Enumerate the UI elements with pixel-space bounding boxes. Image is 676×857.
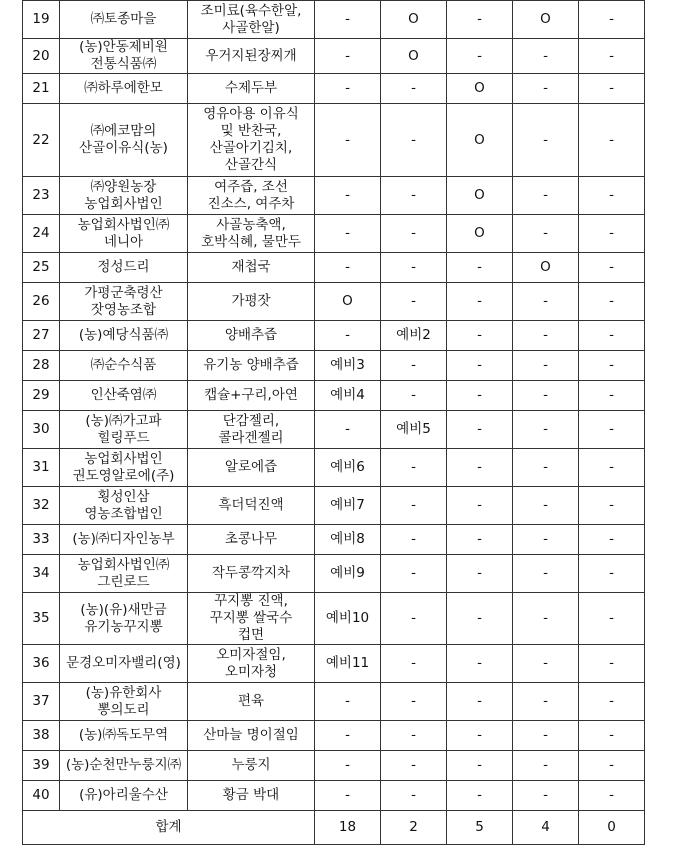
total-c3: 5 (447, 811, 513, 845)
col2-value: - (381, 449, 447, 487)
col5-value: - (579, 411, 645, 449)
col4-value: - (513, 525, 579, 555)
col5-value: - (579, 351, 645, 381)
table-row (23, 215, 645, 253)
col5-value: - (579, 449, 645, 487)
col4-value: - (513, 215, 579, 253)
col5-value: - (579, 525, 645, 555)
row-number: 32 (23, 487, 60, 525)
col4-value: - (513, 104, 579, 177)
col2-value: 예비2 (381, 321, 447, 351)
col5-value: - (579, 74, 645, 104)
col2-value: - (381, 351, 447, 381)
col4-value: - (513, 781, 579, 811)
table-row (23, 721, 645, 751)
company-name: (농)(유)새만금 유기농꾸지뽕 (60, 593, 188, 645)
col5-value: - (579, 321, 645, 351)
row-number: 23 (23, 177, 60, 215)
row-number: 29 (23, 381, 60, 411)
table-row (23, 381, 645, 411)
col3-value: O (447, 104, 513, 177)
col3-value: - (447, 721, 513, 751)
col5-value: - (579, 1, 645, 39)
product-name: 영유아용 이유식 및 반찬국, 산골아기김치, 산골간식 (188, 104, 315, 177)
company-name: ㈜토종마을 (60, 1, 188, 39)
row-number: 20 (23, 39, 60, 74)
col3-value: - (447, 487, 513, 525)
company-name: ㈜순수식품 (60, 351, 188, 381)
col4-value: - (513, 449, 579, 487)
col1-value: - (315, 781, 381, 811)
col3-value: - (447, 645, 513, 683)
col1-value: 예비4 (315, 381, 381, 411)
company-name: ㈜양원농장 농업회사법인 (60, 177, 188, 215)
product-name: 흑더덕진액 (188, 487, 315, 525)
table-row (23, 411, 645, 449)
total-c5: 0 (579, 811, 645, 845)
company-name: (농)유한회사 뽕의도리 (60, 683, 188, 721)
company-name: (농)㈜디자인농부 (60, 525, 188, 555)
table-body (23, 1, 645, 811)
col4-value: O (513, 253, 579, 283)
total-c1: 18 (315, 811, 381, 845)
col5-value: - (579, 683, 645, 721)
product-name: 가평잣 (188, 283, 315, 321)
total-c2: 2 (381, 811, 447, 845)
col2-value: - (381, 683, 447, 721)
row-number: 30 (23, 411, 60, 449)
row-number: 31 (23, 449, 60, 487)
company-name: (농)㈜가고파 힐링푸드 (60, 411, 188, 449)
col2-value: - (381, 381, 447, 411)
col2-value: - (381, 74, 447, 104)
col4-value: - (513, 321, 579, 351)
company-name: 농업회사법인㈜ 네니아 (60, 215, 188, 253)
company-name: 횡성인삼 영농조합법인 (60, 487, 188, 525)
col4-value: - (513, 487, 579, 525)
col3-value: - (447, 555, 513, 593)
col1-value: - (315, 104, 381, 177)
col4-value: O (513, 1, 579, 39)
product-name: 단감젤리, 콜라겐젤리 (188, 411, 315, 449)
product-name: 재첩국 (188, 253, 315, 283)
col1-value: - (315, 321, 381, 351)
row-number: 36 (23, 645, 60, 683)
product-table (22, 0, 645, 845)
company-name: (농)예당식품㈜ (60, 321, 188, 351)
row-number: 24 (23, 215, 60, 253)
col2-value: - (381, 177, 447, 215)
col5-value: - (579, 555, 645, 593)
product-name: 초콩나무 (188, 525, 315, 555)
col4-value: - (513, 351, 579, 381)
col3-value: - (447, 683, 513, 721)
col1-value: 예비10 (315, 593, 381, 645)
col1-value: - (315, 1, 381, 39)
col5-value: - (579, 39, 645, 74)
col1-value: - (315, 177, 381, 215)
table-row (23, 1, 645, 39)
product-name: 우거지된장찌개 (188, 39, 315, 74)
col3-value: - (447, 751, 513, 781)
table-row (23, 74, 645, 104)
row-number: 39 (23, 751, 60, 781)
col3-value: - (447, 381, 513, 411)
col2-value: O (381, 1, 447, 39)
col5-value: - (579, 381, 645, 411)
col1-value: 예비3 (315, 351, 381, 381)
row-number: 38 (23, 721, 60, 751)
col4-value: - (513, 721, 579, 751)
col3-value: O (447, 74, 513, 104)
col1-value: 예비11 (315, 645, 381, 683)
col4-value: - (513, 283, 579, 321)
company-name: 정성드리 (60, 253, 188, 283)
table-row (23, 351, 645, 381)
col5-value: - (579, 104, 645, 177)
row-number: 35 (23, 593, 60, 645)
product-name: 꾸지뽕 진액, 꾸지뽕 쌀국수 컵면 (188, 593, 315, 645)
col5-value: - (579, 177, 645, 215)
col2-value: 예비5 (381, 411, 447, 449)
table-row (23, 104, 645, 177)
product-name: 사골농축액, 호박식혜, 물만두 (188, 215, 315, 253)
company-name: 문경오미자밸리(영) (60, 645, 188, 683)
col3-value: - (447, 411, 513, 449)
product-name: 산마늘 명이절임 (188, 721, 315, 751)
col1-value: 예비6 (315, 449, 381, 487)
row-number: 33 (23, 525, 60, 555)
company-name: 농업회사법인 권도영알로에(주) (60, 449, 188, 487)
col2-value: - (381, 555, 447, 593)
table-row (23, 645, 645, 683)
col3-value: - (447, 351, 513, 381)
total-c4: 4 (513, 811, 579, 845)
col1-value: O (315, 283, 381, 321)
col3-value: - (447, 283, 513, 321)
col4-value: - (513, 39, 579, 74)
row-number: 19 (23, 1, 60, 39)
col1-value: - (315, 215, 381, 253)
col2-value: O (381, 39, 447, 74)
col1-value: - (315, 751, 381, 781)
table-row (23, 781, 645, 811)
table-row (23, 593, 645, 645)
row-number: 25 (23, 253, 60, 283)
col4-value: - (513, 74, 579, 104)
col3-value: - (447, 321, 513, 351)
company-name: (농)순천만누룽지㈜ (60, 751, 188, 781)
table-row (23, 39, 645, 74)
col2-value: - (381, 253, 447, 283)
col4-value: - (513, 555, 579, 593)
col4-value: - (513, 683, 579, 721)
row-number: 37 (23, 683, 60, 721)
product-name: 조미료(육수한알, 사골한알) (188, 1, 315, 39)
col4-value: - (513, 751, 579, 781)
total-row (23, 811, 645, 845)
product-name: 작두콩깍지차 (188, 555, 315, 593)
col1-value: 예비9 (315, 555, 381, 593)
company-name: 농업회사법인㈜ 그린로드 (60, 555, 188, 593)
table-row (23, 449, 645, 487)
company-name: (유)아리울수산 (60, 781, 188, 811)
product-name: 편육 (188, 683, 315, 721)
col3-value: - (447, 253, 513, 283)
col5-value: - (579, 645, 645, 683)
col5-value: - (579, 593, 645, 645)
table-row (23, 555, 645, 593)
col5-value: - (579, 751, 645, 781)
col1-value: - (315, 721, 381, 751)
col2-value: - (381, 781, 447, 811)
product-name: 누룽지 (188, 751, 315, 781)
table-row (23, 321, 645, 351)
col1-value: - (315, 683, 381, 721)
row-number: 22 (23, 104, 60, 177)
col3-value: - (447, 593, 513, 645)
col4-value: - (513, 645, 579, 683)
col4-value: - (513, 177, 579, 215)
col1-value: - (315, 74, 381, 104)
col1-value: 예비8 (315, 525, 381, 555)
col5-value: - (579, 487, 645, 525)
col2-value: - (381, 751, 447, 781)
company-name: 가평군축령산 잣영농조합 (60, 283, 188, 321)
col1-value: 예비7 (315, 487, 381, 525)
col2-value: - (381, 283, 447, 321)
product-name: 캡슐+구리,아연 (188, 381, 315, 411)
table-row (23, 177, 645, 215)
product-name: 여주즙, 조선 진소스, 여주차 (188, 177, 315, 215)
col1-value: - (315, 253, 381, 283)
product-name: 오미자절임, 오미자청 (188, 645, 315, 683)
col2-value: - (381, 525, 447, 555)
company-name: ㈜에코맘의 산골이유식(농) (60, 104, 188, 177)
col2-value: - (381, 215, 447, 253)
col1-value: - (315, 411, 381, 449)
col3-value: O (447, 215, 513, 253)
row-number: 34 (23, 555, 60, 593)
row-number: 27 (23, 321, 60, 351)
product-name: 알로에즙 (188, 449, 315, 487)
product-name: 황금 박대 (188, 781, 315, 811)
row-number: 28 (23, 351, 60, 381)
col5-value: - (579, 781, 645, 811)
col3-value: - (447, 525, 513, 555)
col3-value: - (447, 1, 513, 39)
col2-value: - (381, 104, 447, 177)
row-number: 26 (23, 283, 60, 321)
table-row (23, 751, 645, 781)
col2-value: - (381, 593, 447, 645)
company-name: ㈜하루에한모 (60, 74, 188, 104)
col4-value: - (513, 381, 579, 411)
company-name: (농)안동제비원 전통식품㈜ (60, 39, 188, 74)
table-row (23, 525, 645, 555)
col5-value: - (579, 721, 645, 751)
col3-value: - (447, 781, 513, 811)
col2-value: - (381, 645, 447, 683)
table-row (23, 487, 645, 525)
col4-value: - (513, 593, 579, 645)
col5-value: - (579, 283, 645, 321)
row-number: 21 (23, 74, 60, 104)
col4-value: - (513, 411, 579, 449)
product-name: 수제두부 (188, 74, 315, 104)
col3-value: O (447, 177, 513, 215)
table-row (23, 683, 645, 721)
col5-value: - (579, 253, 645, 283)
row-number: 40 (23, 781, 60, 811)
col5-value: - (579, 215, 645, 253)
product-name: 양배추즙 (188, 321, 315, 351)
col3-value: - (447, 39, 513, 74)
product-name: 유기농 양배추즙 (188, 351, 315, 381)
col2-value: - (381, 487, 447, 525)
company-name: 인산죽염㈜ (60, 381, 188, 411)
col1-value: - (315, 39, 381, 74)
table-row (23, 283, 645, 321)
total-label: 합계 (23, 811, 315, 845)
col2-value: - (381, 721, 447, 751)
col3-value: - (447, 449, 513, 487)
company-name: (농)㈜독도무역 (60, 721, 188, 751)
table-row (23, 253, 645, 283)
